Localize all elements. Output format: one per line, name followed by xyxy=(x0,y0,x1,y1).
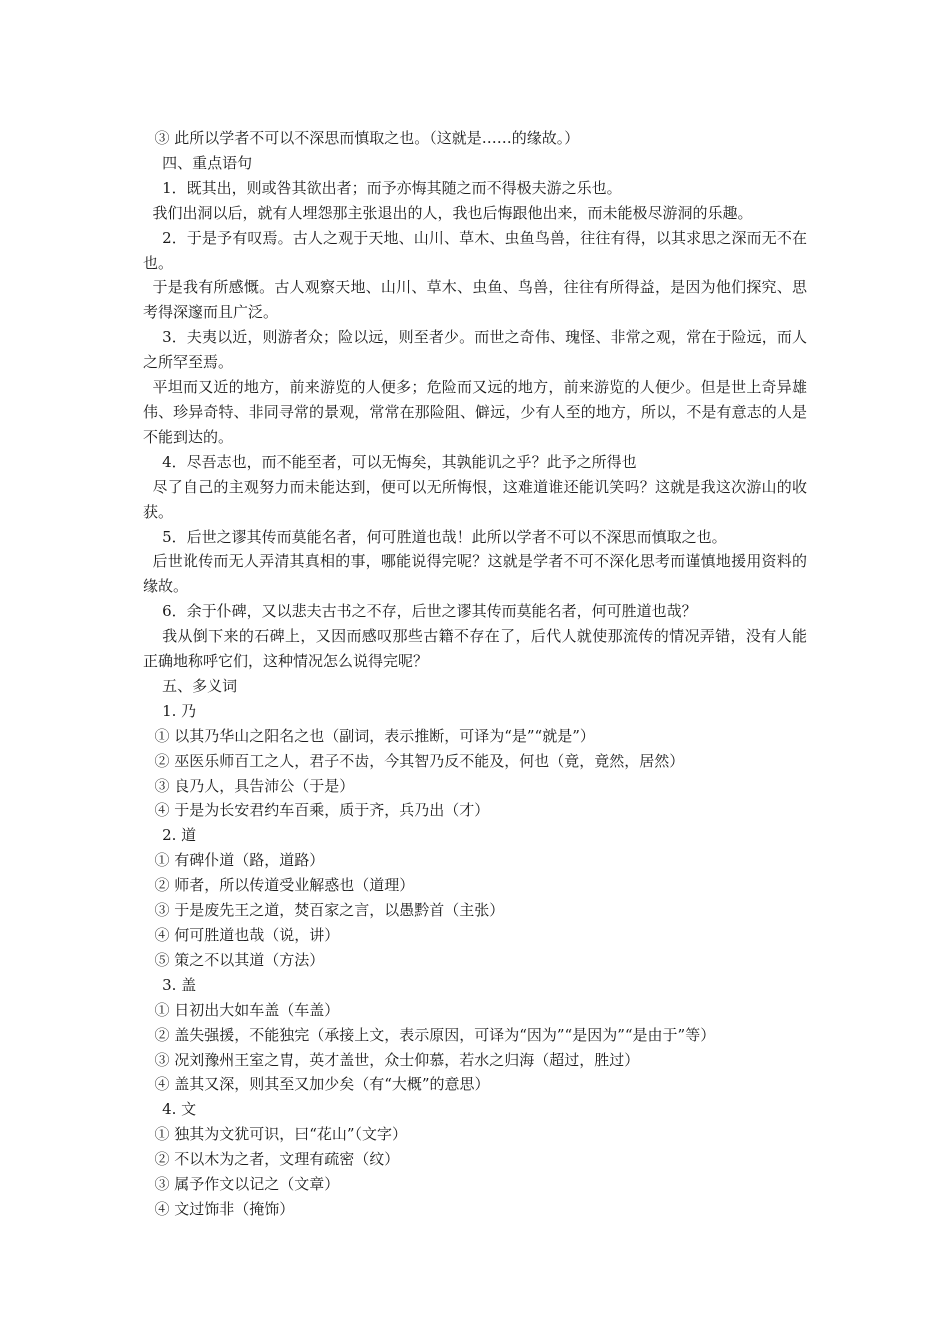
translation-5: 后世讹传而无人弄清其真相的事，哪能说得完呢？这就是学者不可不深化思考而谨慎地援用资料的缘故。 xyxy=(143,552,807,596)
word-heading-gai: 3. 盖 xyxy=(162,975,197,994)
section-heading-polysemy: 五、多义词 xyxy=(162,676,238,695)
dao-usage-1: ① 有碑仆道（路，道路） xyxy=(154,851,325,870)
section-heading-key-sentences: 四、重点语句 xyxy=(162,153,253,172)
word-heading-wen: 4. 文 xyxy=(162,1100,197,1119)
word-heading-nai: 1. 乃 xyxy=(162,701,197,720)
gai-usage-3: ③ 况刘豫州王室之胄，英才盖世，众士仰慕，若水之归海（超过，胜过） xyxy=(154,1050,640,1069)
wen-usage-1: ① 独其为文犹可识，曰“花山”（文字） xyxy=(154,1125,408,1144)
gai-usage-4: ④ 盖其又深，则其至又加少矣（有“大概”的意思） xyxy=(154,1075,490,1094)
sentence-5: 5．后世之谬其传而莫能名者，何可胜道也哉！此所以学者不可以不深思而慎取之也。 xyxy=(162,527,727,546)
translation-6: 我从倒下来的石碑上，又因而感叹那些古籍不存在了，后代人就使那流传的情况弄错，没有人能正确地称呼它们，这种情况怎么说得完呢？ xyxy=(143,627,807,671)
dao-usage-3: ③ 于是废先王之道，焚百家之言，以愚黔首（主张） xyxy=(154,901,505,920)
dao-usage-2: ② 师者，所以传道受业解惑也（道理） xyxy=(154,876,415,895)
word-heading-dao: 2. 道 xyxy=(162,826,197,845)
wen-usage-4: ④ 文过饰非（掩饰） xyxy=(154,1199,295,1218)
usage-item-3: ③ 此所以学者不可以不深思而慎取之也。（这就是……的缘故。） xyxy=(154,129,580,147)
translation-2: 于是我有所感慨。古人观察天地、山川、草木、虫鱼、鸟兽，往往有所得益，是因为他们探究、思考得深邃而且广泛。 xyxy=(143,278,807,322)
nai-usage-1: ① 以其乃华山之阳名之也（副词，表示推断，可译为“是”“就是”） xyxy=(154,726,595,745)
gai-usage-2: ② 盖失强援，不能独完（承接上文，表示原因，可译为“因为”“是因为”“是由于”等） xyxy=(154,1025,716,1044)
document-body xyxy=(143,126,807,1222)
translation-1: 我们出洞以后，就有人埋怨那主张退出的人，我也后悔跟他出来，而未能极尽游洞的乐趣。 xyxy=(152,203,753,222)
nai-usage-2: ② 巫医乐师百工之人，君子不齿，今其智乃反不能及，何也（竟，竟然，居然） xyxy=(154,751,685,770)
nai-usage-4: ④ 于是为长安君约车百乘，质于齐，兵乃出（才） xyxy=(154,801,490,820)
nai-usage-3: ③ 良乃人，具告沛公（于是） xyxy=(154,776,355,795)
sentence-6: 6．余于仆碑，又以悲夫古书之不存，后世之谬其传而莫能名者，何可胜道也哉？ xyxy=(162,602,697,621)
dao-usage-5: ⑤ 策之不以其道（方法） xyxy=(154,950,325,969)
sentence-1: 1．既其出，则或咎其欲出者；而予亦悔其随之而不得极夫游之乐也。 xyxy=(162,178,622,197)
sentence-3: 3．夫夷以近，则游者众；险以远，则至者少。而世之奇伟、瑰怪、非常之观，常在于险远，而人之所罕至焉。 xyxy=(143,328,807,372)
sentence-4: 4．尽吾志也，而不能至者，可以无悔矣，其孰能讥之乎？此予之所得也 xyxy=(162,452,637,471)
wen-usage-3: ③ 属予作文以记之（文章） xyxy=(154,1175,340,1194)
gai-usage-1: ① 日初出大如车盖（车盖） xyxy=(154,1000,340,1019)
dao-usage-4: ④ 何可胜道也哉（说，讲） xyxy=(154,926,340,944)
wen-usage-2: ② 不以木为之者，文理有疏密（纹） xyxy=(154,1150,400,1169)
translation-4: 尽了自己的主观努力而未能达到，便可以无所悔恨，这难道谁还能讥笑吗？这就是我这次游山的收获。 xyxy=(143,477,807,521)
sentence-2: 2．于是予有叹焉。古人之观于天地、山川、草木、虫鱼鸟兽，往往有得，以其求思之深而无不在也。 xyxy=(143,228,807,272)
translation-3: 平坦而又近的地方，前来游览的人便多；危险而又远的地方，前来游览的人便少。但是世上奇异雄伟、珍异奇特、非同寻常的景观，常常在那险阻、僻远，少有人至的地方，所以，不是有意志的人是不能到达的。 xyxy=(143,378,807,446)
